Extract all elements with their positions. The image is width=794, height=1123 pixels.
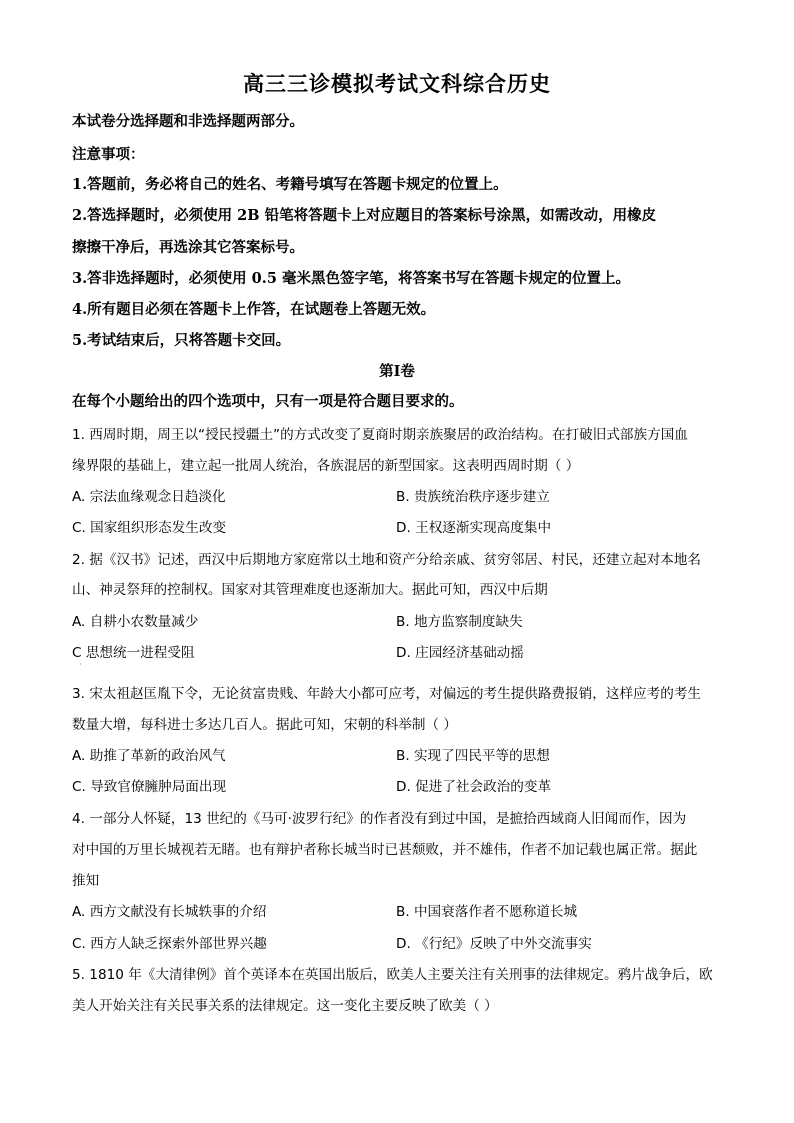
question-4-line: 推知 bbox=[72, 873, 100, 889]
q3-option-b: B. 实现了四民平等的思想 bbox=[396, 748, 550, 764]
q4-option-c: C. 西方人缺乏探索外部世界兴趣 bbox=[72, 936, 267, 952]
q1-option-d: D. 王权逐渐实现高度集中 bbox=[396, 520, 552, 536]
q1-option-a: A. 宗法血缘观念日趋淡化 bbox=[72, 489, 226, 505]
q2-option-a: A. 自耕小农数量减少 bbox=[72, 614, 199, 630]
section-title: 第Ⅰ卷 bbox=[379, 363, 415, 380]
question-5-line: 美人开始关注有关民事关系的法律规定。这一变化主要反映了欧美（ ） bbox=[72, 998, 498, 1014]
notice-item: 5.考试结束后，只将答题卡交回。 bbox=[72, 332, 291, 349]
notice-heading: 注意事项： bbox=[72, 146, 145, 163]
question-4-line: 4. 一部分人怀疑，13 世纪的《马可·波罗行纪》的作者没有到过中国，是摭拾西域商人旧闻而作，因为 bbox=[72, 811, 687, 827]
q2-option-b: B. 地方监察制度缺失 bbox=[396, 614, 523, 630]
q4-option-d: D. 《行纪》反映了中外交流事实 bbox=[396, 936, 592, 952]
question-2-line: 2. 据《汉书》记述，西汉中后期地方家庭常以土地和资产分给亲戚、贫穷邻居、村民，还建立起对本地名 bbox=[72, 552, 702, 568]
q1-option-c: C. 国家组织形态发生改变 bbox=[72, 520, 227, 536]
q4-option-a: A. 西方文献没有长城轶事的介绍 bbox=[72, 904, 267, 920]
q4-option-b: B. 中国衰落作者不愿称道长城 bbox=[396, 904, 578, 920]
q3-option-d: D. 促进了社会政治的变革 bbox=[396, 779, 552, 795]
notice-item: 1.答题前，务必将自己的姓名、考籍号填写在答题卡规定的位置上。 bbox=[72, 176, 508, 193]
page-title: 高三三诊模拟考试文科综合历史 bbox=[243, 71, 551, 96]
q2-option-c: C 思想统一进程受阻 bbox=[72, 645, 195, 661]
question-3-line: 数量大增，每科进士多达几百人。据此可知，宋朝的科举制（ ） bbox=[72, 717, 457, 733]
q1-option-b: B. 贵族统治秩序逐步建立 bbox=[396, 489, 550, 505]
notice-item: 3.答非选择题时，必须使用 0.5 毫米黑色签字笔，将答案书写在答题卡规定的位置上。 bbox=[72, 270, 630, 287]
notice-item: 4.所有题目必须在答题卡上作答，在试题卷上答题无效。 bbox=[72, 301, 436, 318]
q2-option-d: D. 庄园经济基础动摇 bbox=[396, 645, 524, 661]
notice-item: 2.答选择题时，必须使用 2B 铅笔将答题卡上对应题目的答案标号涂黑，如需改动，用橡皮 bbox=[72, 207, 657, 224]
stray-dot-mark: · bbox=[79, 660, 82, 669]
intro-text: 本试卷分选择题和非选择题两部分。 bbox=[72, 113, 304, 130]
q3-option-a: A. 助推了革新的政治风气 bbox=[72, 748, 226, 764]
question-4-line: 对中国的万里长城视若无睹。也有辩护者称长城当时已甚颓败，并不雄伟，作者不加记载也属正常。据此 bbox=[72, 842, 698, 858]
instruction-text: 在每个小题给出的四个选项中，只有一项是符合题目要求的。 bbox=[72, 393, 464, 410]
q3-option-c: C. 导致官僚臃肿局面出现 bbox=[72, 779, 227, 795]
question-1-line: 缘界限的基础上，建立起一批周人统治，各族混居的新型国家。这表明西周时期（ ） bbox=[72, 458, 580, 474]
question-1-line: 1. 西周时期，周王以“授民授疆土”的方式改变了夏商时期亲族聚居的政治结构。在打破旧式部族方国血 bbox=[72, 427, 688, 443]
question-3-line: 3. 宋太祖赵匡胤下令，无论贫富贵贱、年龄大小都可应考，对偏远的考生提供路费报销，这样应考的考生 bbox=[72, 686, 702, 702]
notice-item: 擦擦干净后，再选涂其它答案标号。 bbox=[72, 239, 304, 256]
question-2-line: 山、神灵祭拜的控制权。国家对其管理难度也逐渐加大。据此可知，西汉中后期 bbox=[72, 582, 548, 598]
question-5-line: 5. 1810 年《大清律例》首个英译本在英国出版后，欧美人主要关注有关刑事的法律规定。鸦片战争后，欧 bbox=[72, 967, 713, 983]
